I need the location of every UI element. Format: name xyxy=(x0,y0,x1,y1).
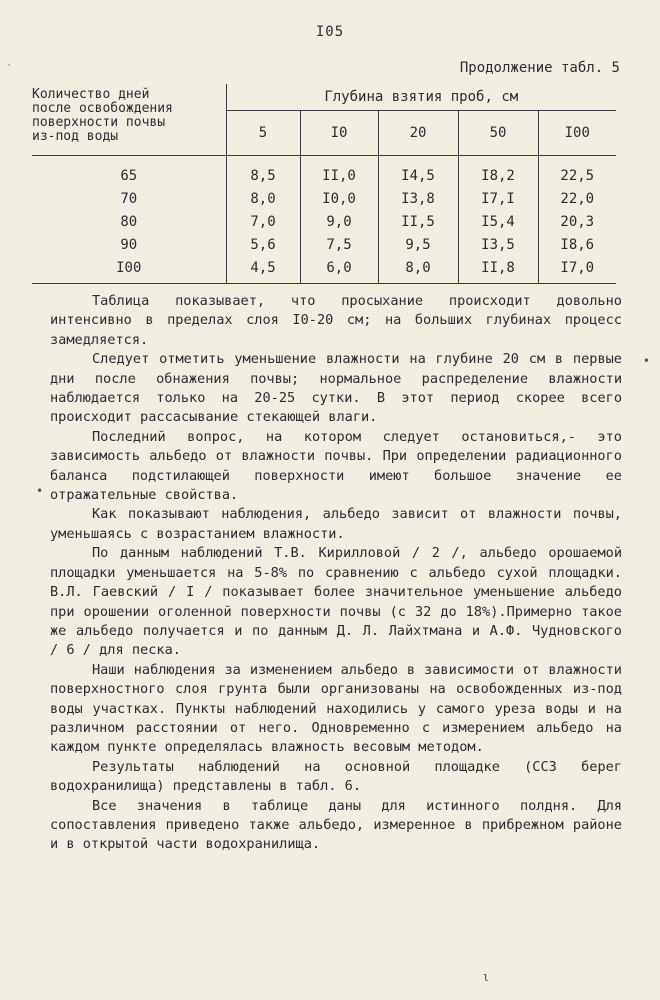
paragraph: Как показывают наблюдения, альбедо зависит от влажности почвы, уменьшаясь с возрастанием влажности. xyxy=(50,506,622,542)
value-cell: 22,5 xyxy=(538,156,616,188)
row-header-line: поверхности почвы xyxy=(32,115,166,130)
value-cell: I8,2 xyxy=(458,156,538,188)
depth-header: 5 xyxy=(226,111,300,156)
row-header-line: Количество дней xyxy=(32,87,150,102)
value-cell: I7,I xyxy=(458,187,538,210)
value-cell: 4,5 xyxy=(226,256,300,284)
table-row xyxy=(32,210,616,233)
stray-mark: • xyxy=(642,354,650,368)
value-cell: II,8 xyxy=(458,256,538,284)
value-cell: I7,0 xyxy=(538,256,616,284)
paragraph: Следует отметить уменьшение влажности на глубине 20 см в первые дни после обнажения почвы; нормальное распределение влажности наблюдается только на 20-25 сутки. В этот период скорее всего происходит рассасывание стекающей влаги. xyxy=(50,351,622,426)
value-cell: 8,0 xyxy=(226,187,300,210)
row-header xyxy=(32,84,226,156)
paragraph: Все значения в таблице даны для истинного полдня. Для сопоставления приведено также альбедо, измеренное в прибрежном районе и в открытой части водохранилища. xyxy=(50,797,622,853)
value-cell: 20,3 xyxy=(538,210,616,233)
value-cell: II,5 xyxy=(378,210,458,233)
value-cell: 7,5 xyxy=(300,233,378,256)
row-header-line: из-под воды xyxy=(32,129,119,144)
value-cell: 7,0 xyxy=(226,210,300,233)
depth-header: 50 xyxy=(458,111,538,156)
table-row xyxy=(32,233,616,256)
row-header-line: после освобождения xyxy=(32,101,173,116)
value-cell: 8,0 xyxy=(378,256,458,284)
paragraph: Последний вопрос, на котором следует остановиться,- это зависимость альбедо от влажности почвы. При определении радиационного баланса подстилающей поверхности имеют большое значение ее отражательные свойства. xyxy=(50,428,622,504)
days-cell: I00 xyxy=(32,256,226,284)
value-cell: I8,6 xyxy=(538,233,616,256)
table-caption: Продолжение табл. 5 xyxy=(459,60,620,76)
value-cell: I4,5 xyxy=(378,156,458,188)
table-row xyxy=(32,256,616,284)
value-cell: 22,0 xyxy=(538,187,616,210)
soil-moisture-table xyxy=(32,84,616,284)
depth-header: 20 xyxy=(378,111,458,156)
value-cell: II,0 xyxy=(300,156,378,188)
stray-mark: ι xyxy=(482,970,490,984)
page-number: I05 xyxy=(315,24,345,40)
days-cell: 90 xyxy=(120,236,138,253)
paragraph: По данным наблюдений Т.В. Кирилловой / 2 /, альбедо орошаемой площадки уменьшается на 5-8% по сравнению с альбедо сухой площадки. В.Л. Гаевский / I / показывает более значительное уменьшение альбедо при орошении оголенной поверхности почвы (с 32 до 18%).Примерно такое же альбедо получается и по данным Д. Л. Лайхтмана и А.Ф. Чудновского / 6 / для песка. xyxy=(50,545,622,659)
paragraph: Результаты наблюдений на основной площадке (ССЗ берег водохранилища) представлены в табл. 6. xyxy=(50,758,622,795)
days-cell: 80 xyxy=(120,213,138,230)
depth-header: I00 xyxy=(538,111,616,156)
value-cell: 9,0 xyxy=(300,210,378,233)
body-text xyxy=(50,292,622,855)
stray-mark: • xyxy=(36,484,44,498)
depth-group-header: Глубина взятия проб, см xyxy=(226,84,616,111)
value-cell: I3,5 xyxy=(458,233,538,256)
value-cell: I5,4 xyxy=(458,210,538,233)
days-cell: 65 xyxy=(120,167,138,184)
days-cell: 70 xyxy=(120,190,138,207)
value-cell: 8,5 xyxy=(226,156,300,188)
table-row xyxy=(32,156,616,188)
value-cell: 9,5 xyxy=(378,233,458,256)
value-cell: 5,6 xyxy=(226,233,300,256)
table-row xyxy=(32,187,616,210)
value-cell: I3,8 xyxy=(378,187,458,210)
paragraph: Таблица показывает, что просыхание происходит довольно интенсивно в пределах слоя I0-20 см; на больших глубинах процесс замедляется. xyxy=(50,293,622,348)
value-cell: I0,0 xyxy=(300,187,378,210)
depth-header: I0 xyxy=(300,111,378,156)
paragraph: Наши наблюдения за изменением альбедо в зависимости от влажности поверхностного слоя грунта были организованы на освобожденных из-под воды участках. Пункты наблюдений находились у самого уреза воды и на различном расстоянии от него. Одновременно с измерением альбедо на каждом пункте определялась влажность весовым методом. xyxy=(50,661,622,756)
stray-mark: ˋ xyxy=(6,62,14,76)
value-cell: 6,0 xyxy=(300,256,378,284)
